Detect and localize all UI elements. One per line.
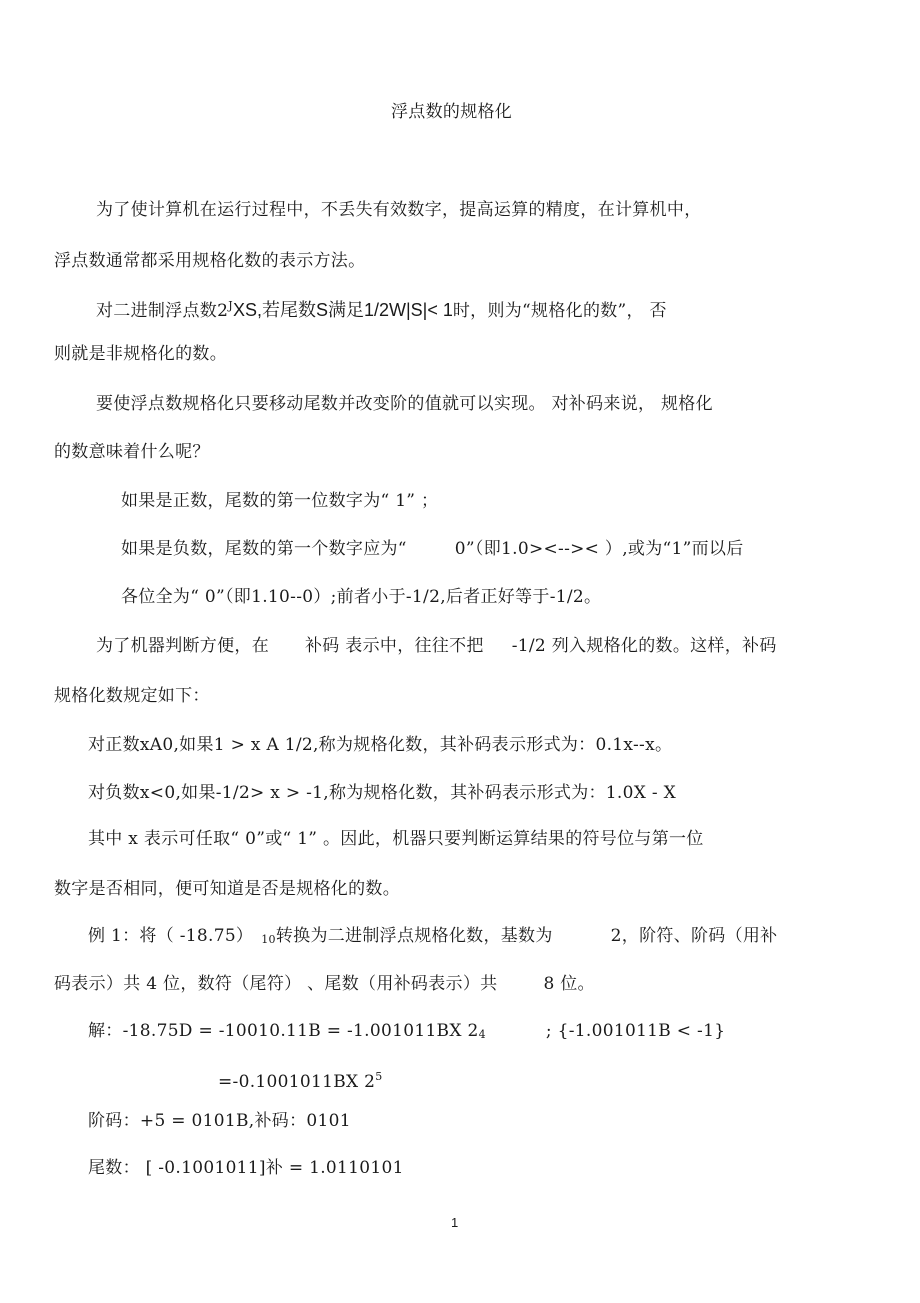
paragraph-line [121,538,744,560]
superscript: J [228,299,233,312]
text-fragment: 时，则为“规格化的数”， 否 [452,301,667,321]
text-fragment: 8 位。 [543,974,595,994]
paragraph-line: 为了使计算机在运行过程中，不丢失有效数字，提高运算的精度，在计算机中， [96,200,702,220]
text-fragment: XS,若尾数S满足1/2W|S|< 1 [232,300,453,320]
paragraph-line: 尾数： [ -0.1001011]补 = 1.0110101 [88,1158,404,1178]
paragraph-line: 则就是非规格化的数。 [54,344,227,364]
text-fragment: 转换为二进制浮点规格化数，基数为 [275,926,553,946]
paragraph-line: 对负数x<0,如果-1/2> x > -1,称为规格化数，其补码表示形式为：1.0X - X [88,783,676,803]
paragraph-line: 的数意味着什么呢？ [54,442,210,462]
paragraph-line: 要使浮点数规格化只要移动尾数并改变阶的值就可以实现。 对补码来说， 规格化 [96,394,713,414]
text-fragment: ; {-1.001011B < -1} [545,1021,726,1041]
text-fragment: 如果是负数，尾数的第一个数字应为“ [121,539,407,559]
paragraph-line [88,1020,725,1046]
paragraph-line: 数字是否相同，便可知道是否是规格化的数。 [54,879,400,899]
paragraph-line [96,295,667,322]
paragraph-line: 对正数xA0,如果1 > x A 1/2,称为规格化数，其补码表示形式为：0.1x--x。 [88,735,673,755]
paragraph-line: 其中 x 表示可任取“ 0”或“ 1” 。因此，机器只要判断运算结果的符号位与第一位 [88,829,704,849]
text-fragment: =-0.1001011BX 2 [218,1072,376,1092]
paragraph-line: 如果是正数，尾数的第一位数字为“ 1” ； [121,491,439,511]
text-fragment: 对二进制浮点数2 [96,301,229,321]
paragraph-line [218,1066,383,1093]
paragraph-line: 浮点数通常都采用规格化数的表示方法。 [54,251,366,271]
text-fragment: 解：-18.75D = -10010.11B = -1.001011BX 2 [88,1021,479,1041]
paragraph-line [88,925,778,951]
paragraph-line: 各位全为“ 0”（即1.10--0）;前者小于-1/2,后者正好等于-1/2。 [121,587,602,607]
text-fragment: 补码 表示中，往往不把 [305,636,484,656]
paragraph-line [96,635,777,657]
text-fragment: 码表示）共 4 位，数符（尾符） 、尾数（用补码表示）共 [54,974,498,994]
text-fragment: 0”（即1.0><-->< ）,或为“1”而以后 [454,539,744,559]
paragraph-line: 阶码：+5 = 0101B,补码：0101 [88,1111,351,1131]
subscript: 4 [478,1028,486,1041]
subscript: 10 [261,933,276,946]
text-fragment: 例 1：将（ -18.75） [88,926,254,946]
superscript: 5 [375,1070,383,1083]
page-title: 浮点数的规格化 [391,102,513,122]
paragraph-line [54,973,595,995]
page-number: 1 [451,1215,459,1230]
text-fragment: 2，阶符、阶码（用补 [610,926,778,946]
text-fragment: 为了机器判断方便，在 [96,636,269,656]
paragraph-line: 规格化数规定如下： [54,686,210,706]
text-fragment: -1/2 列入规格化的数。这样，补码 [511,636,777,656]
